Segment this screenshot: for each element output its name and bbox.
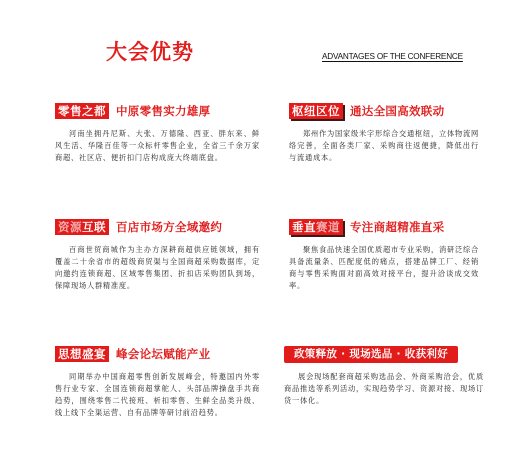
section-subtitle: 通达全国高效联动: [350, 104, 445, 118]
section-header: [284, 345, 484, 363]
section-header: [289, 102, 479, 120]
section-body: 百商世贸商城作为主办方深耕商超供应链领域，拥有覆盖二十余省市的超级商贸渠与全国商超采购数据库，定向邀约连锁商超、区域零售集团、折扣店采购团队到场，保障现场人群精准度。: [55, 245, 260, 290]
section-subtitle: 百店市场方全域邀约: [116, 220, 223, 234]
section-hub-location: [289, 102, 479, 164]
section-body: 聚焦食品快速全国优质超市专业采购，消研泛综合具备流量条、匹配度低的痛点，搭建品牌工厂、经销商与零售采购面对面高效对接平台，提升洽谈成交效率。: [289, 245, 479, 290]
section-tag: 思想盛宴: [55, 346, 109, 362]
section-body: 同期举办中国商超零售创新发展峰会，特邀国内外零售行业专家、全国连锁商超掌舵人、头部品牌操盘手共商趋势，围绕零售二代接班、析扣零售、生鲜全品类升级、线上线下全渠运营、自有品牌等研讨前沿趋势。: [55, 372, 260, 417]
section-tag-part-b: 赛道: [316, 220, 340, 234]
section-tag: 枢纽区位: [289, 103, 343, 119]
section-policy-banner: [284, 345, 484, 407]
section-tag-part-a: 垂直: [292, 220, 316, 234]
section-header: [55, 102, 260, 120]
section-vertical-track: [289, 218, 479, 292]
section-banner: 政策释放 · 现场选品 · 收获利好: [284, 346, 458, 363]
section-retail-capital: [55, 102, 260, 164]
section-body: 河南坐拥丹尼斯、大张、万德隆、西亚、胖东来、鲜风生活、华隆百佳等一众标杆零售企业，全省三千余万家商超、社区店、便折扣门店构成庞大终端底盘。: [55, 129, 260, 162]
section-tag: [55, 219, 109, 235]
section-tag: 零售之都: [55, 103, 109, 119]
section-subtitle: 中原零售实力雄厚: [116, 104, 211, 118]
section-header: [55, 218, 260, 236]
section-summit-forum: [55, 345, 260, 419]
section-tag-part-b: 互联: [82, 220, 106, 234]
section-header: [55, 345, 260, 363]
section-header: [289, 218, 479, 236]
section-tag-part-a: 资源: [58, 220, 82, 234]
section-body: 郑州作为国家级米字形综合交通枢纽，立体物流网络完善，全面各类厂家、采购商往返便捷，降低出行与流通成本。: [289, 129, 479, 162]
english-title: ADVANTAGES OF THE CONFERENCE: [322, 52, 463, 61]
section-resource-network: [55, 218, 260, 292]
main-title: 大会优势: [106, 40, 194, 64]
section-subtitle: 专注商超精准直采: [350, 220, 445, 234]
section-body: 展会现场配套商超采购选品会、外商采购洽会，优质商品推选等系列活动，实现趋势学习、资源对接、现场订货一体化。: [284, 372, 484, 405]
section-tag: [289, 219, 343, 235]
section-subtitle: 峰会论坛赋能产业: [116, 347, 211, 361]
